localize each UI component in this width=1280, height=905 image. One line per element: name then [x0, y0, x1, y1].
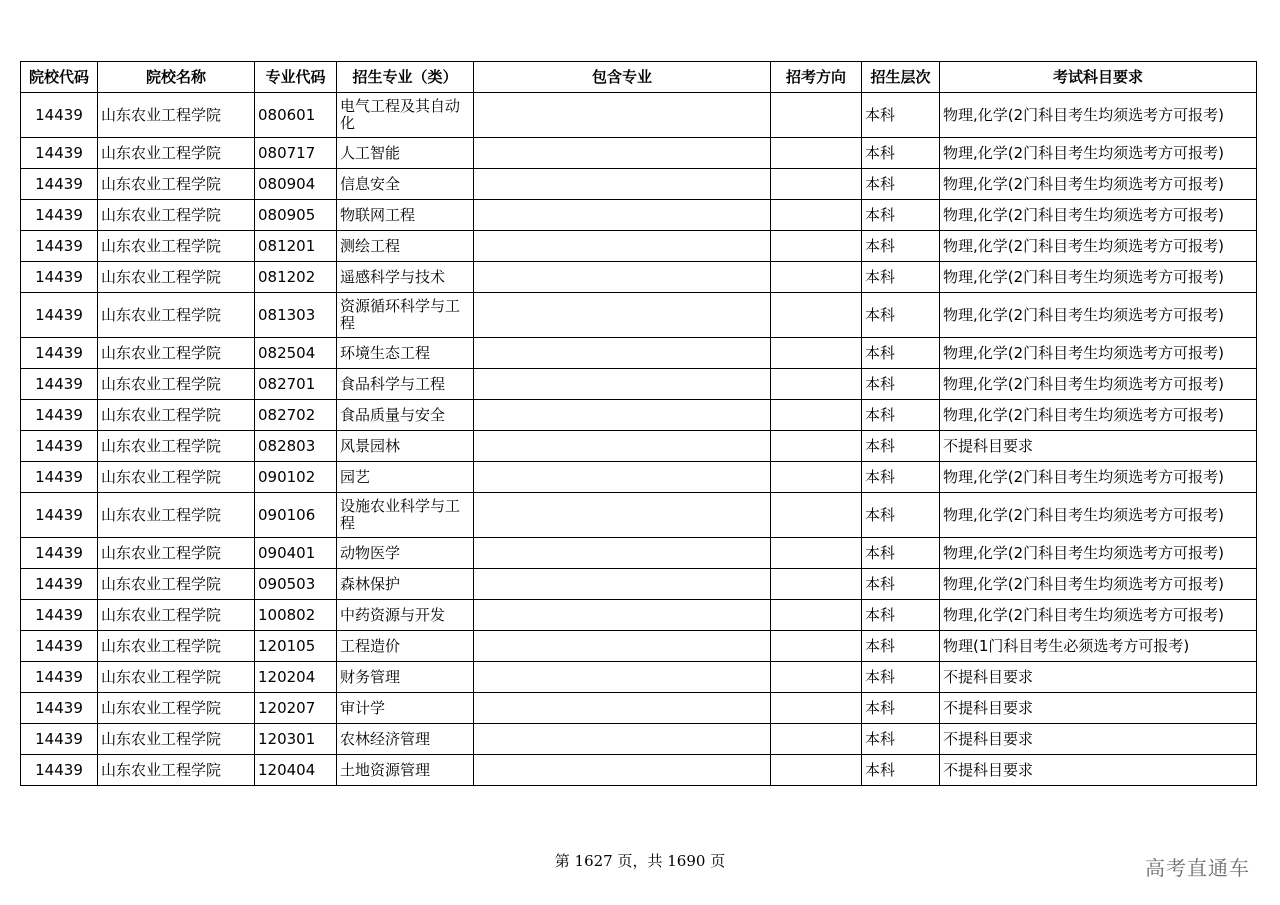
- cell-level: 本科: [862, 431, 940, 462]
- watermark-logo: 高考直通车: [1145, 856, 1250, 880]
- table-row: [21, 631, 1257, 662]
- cell-direction: [771, 138, 862, 169]
- cell-major: 人工智能: [337, 138, 474, 169]
- table-row: [21, 369, 1257, 400]
- cell-major: 物联网工程: [337, 200, 474, 231]
- cell-major-code: 080905: [255, 200, 337, 231]
- cell-direction: [771, 431, 862, 462]
- cell-subject-requirement: 物理,化学(2门科目考生均须选考方可报考): [940, 400, 1257, 431]
- cell-included-majors: [474, 338, 771, 369]
- cell-school-name: 山东农业工程学院: [98, 631, 255, 662]
- cell-major: 中药资源与开发: [337, 600, 474, 631]
- cell-school-name: 山东农业工程学院: [98, 431, 255, 462]
- table-row: [21, 231, 1257, 262]
- cell-direction: [771, 631, 862, 662]
- table-row: [21, 493, 1257, 538]
- cell-school-name: 山东农业工程学院: [98, 538, 255, 569]
- cell-major-code: 081201: [255, 231, 337, 262]
- cell-direction: [771, 293, 862, 338]
- cell-major-code: 082702: [255, 400, 337, 431]
- cell-direction: [771, 369, 862, 400]
- cell-included-majors: [474, 462, 771, 493]
- cell-level: 本科: [862, 400, 940, 431]
- cell-direction: [771, 231, 862, 262]
- cell-major-code: 120204: [255, 662, 337, 693]
- cell-level: 本科: [862, 462, 940, 493]
- cell-major: 土地资源管理: [337, 755, 474, 786]
- cell-included-majors: [474, 431, 771, 462]
- cell-subject-requirement: 物理,化学(2门科目考生均须选考方可报考): [940, 93, 1257, 138]
- cell-direction: [771, 724, 862, 755]
- cell-major: 资源循环科学与工程: [337, 293, 474, 338]
- cell-major: 森林保护: [337, 569, 474, 600]
- cell-subject-requirement: 不提科目要求: [940, 724, 1257, 755]
- cell-included-majors: [474, 169, 771, 200]
- cell-school-code: 14439: [21, 600, 98, 631]
- cell-subject-requirement: 物理,化学(2门科目考生均须选考方可报考): [940, 493, 1257, 538]
- cell-school-name: 山东农业工程学院: [98, 262, 255, 293]
- cell-subject-requirement: 物理,化学(2门科目考生均须选考方可报考): [940, 169, 1257, 200]
- cell-school-code: 14439: [21, 338, 98, 369]
- cell-level: 本科: [862, 231, 940, 262]
- cell-included-majors: [474, 755, 771, 786]
- cell-school-name: 山东农业工程学院: [98, 755, 255, 786]
- cell-included-majors: [474, 93, 771, 138]
- cell-major: 环境生态工程: [337, 338, 474, 369]
- cell-major: 遥感科学与技术: [337, 262, 474, 293]
- cell-school-code: 14439: [21, 138, 98, 169]
- cell-school-name: 山东农业工程学院: [98, 338, 255, 369]
- cell-subject-requirement: 不提科目要求: [940, 662, 1257, 693]
- table-row: [21, 755, 1257, 786]
- cell-major-code: 120207: [255, 693, 337, 724]
- cell-subject-requirement: 不提科目要求: [940, 431, 1257, 462]
- cell-level: 本科: [862, 262, 940, 293]
- cell-school-name: 山东农业工程学院: [98, 493, 255, 538]
- cell-direction: [771, 93, 862, 138]
- cell-school-code: 14439: [21, 693, 98, 724]
- header-school-name: 院校名称: [98, 62, 255, 93]
- table-row: [21, 200, 1257, 231]
- cell-direction: [771, 262, 862, 293]
- cell-subject-requirement: 物理,化学(2门科目考生均须选考方可报考): [940, 231, 1257, 262]
- cell-school-name: 山东农业工程学院: [98, 200, 255, 231]
- cell-included-majors: [474, 293, 771, 338]
- header-direction: 招考方向: [771, 62, 862, 93]
- table-row: [21, 600, 1257, 631]
- cell-level: 本科: [862, 631, 940, 662]
- table-row: [21, 262, 1257, 293]
- table-row: [21, 338, 1257, 369]
- cell-included-majors: [474, 538, 771, 569]
- cell-subject-requirement: 不提科目要求: [940, 755, 1257, 786]
- cell-included-majors: [474, 600, 771, 631]
- cell-major-code: 080904: [255, 169, 337, 200]
- cell-included-majors: [474, 569, 771, 600]
- cell-major-code: 100802: [255, 600, 337, 631]
- cell-subject-requirement: 物理,化学(2门科目考生均须选考方可报考): [940, 369, 1257, 400]
- cell-level: 本科: [862, 693, 940, 724]
- table-row: [21, 538, 1257, 569]
- cell-level: 本科: [862, 569, 940, 600]
- table-row: [21, 693, 1257, 724]
- cell-direction: [771, 338, 862, 369]
- cell-school-name: 山东农业工程学院: [98, 569, 255, 600]
- cell-included-majors: [474, 400, 771, 431]
- cell-school-code: 14439: [21, 169, 98, 200]
- cell-level: 本科: [862, 338, 940, 369]
- cell-subject-requirement: 不提科目要求: [940, 693, 1257, 724]
- cell-major: 信息安全: [337, 169, 474, 200]
- cell-major: 风景园林: [337, 431, 474, 462]
- cell-major-code: 081303: [255, 293, 337, 338]
- cell-direction: [771, 569, 862, 600]
- cell-major: 食品科学与工程: [337, 369, 474, 400]
- cell-school-code: 14439: [21, 724, 98, 755]
- cell-school-code: 14439: [21, 493, 98, 538]
- cell-level: 本科: [862, 93, 940, 138]
- cell-major: 农林经济管理: [337, 724, 474, 755]
- cell-direction: [771, 462, 862, 493]
- cell-major-code: 082504: [255, 338, 337, 369]
- cell-school-name: 山东农业工程学院: [98, 369, 255, 400]
- cell-major-code: 120404: [255, 755, 337, 786]
- header-included-majors: 包含专业: [474, 62, 771, 93]
- admissions-table: [20, 61, 1257, 786]
- cell-subject-requirement: 物理,化学(2门科目考生均须选考方可报考): [940, 600, 1257, 631]
- cell-subject-requirement: 物理(1门科目考生必须选考方可报考): [940, 631, 1257, 662]
- cell-subject-requirement: 物理,化学(2门科目考生均须选考方可报考): [940, 293, 1257, 338]
- cell-major-code: 120301: [255, 724, 337, 755]
- cell-school-name: 山东农业工程学院: [98, 462, 255, 493]
- header-major: 招生专业（类）: [337, 62, 474, 93]
- cell-level: 本科: [862, 200, 940, 231]
- cell-school-name: 山东农业工程学院: [98, 400, 255, 431]
- cell-school-code: 14439: [21, 462, 98, 493]
- cell-subject-requirement: 物理,化学(2门科目考生均须选考方可报考): [940, 569, 1257, 600]
- cell-school-code: 14439: [21, 293, 98, 338]
- cell-major: 食品质量与安全: [337, 400, 474, 431]
- cell-major-code: 082701: [255, 369, 337, 400]
- cell-major: 园艺: [337, 462, 474, 493]
- header-major-code: 专业代码: [255, 62, 337, 93]
- cell-school-code: 14439: [21, 431, 98, 462]
- cell-school-name: 山东农业工程学院: [98, 662, 255, 693]
- cell-school-code: 14439: [21, 200, 98, 231]
- cell-school-name: 山东农业工程学院: [98, 600, 255, 631]
- page-number: 第 1627 页，共 1690 页: [554, 852, 726, 870]
- table-row: [21, 462, 1257, 493]
- cell-school-code: 14439: [21, 538, 98, 569]
- table-row: [21, 662, 1257, 693]
- cell-major: 设施农业科学与工程: [337, 493, 474, 538]
- cell-included-majors: [474, 662, 771, 693]
- cell-subject-requirement: 物理,化学(2门科目考生均须选考方可报考): [940, 138, 1257, 169]
- header-level: 招生层次: [862, 62, 940, 93]
- table-header-row: [21, 62, 1257, 93]
- table-row: [21, 169, 1257, 200]
- cell-school-name: 山东农业工程学院: [98, 724, 255, 755]
- table-row: [21, 93, 1257, 138]
- cell-school-name: 山东农业工程学院: [98, 169, 255, 200]
- cell-level: 本科: [862, 662, 940, 693]
- cell-level: 本科: [862, 369, 940, 400]
- cell-major-code: 120105: [255, 631, 337, 662]
- cell-major-code: 090106: [255, 493, 337, 538]
- cell-major: 电气工程及其自动化: [337, 93, 474, 138]
- cell-included-majors: [474, 631, 771, 662]
- cell-included-majors: [474, 693, 771, 724]
- cell-school-code: 14439: [21, 262, 98, 293]
- cell-included-majors: [474, 200, 771, 231]
- cell-included-majors: [474, 724, 771, 755]
- cell-level: 本科: [862, 724, 940, 755]
- cell-level: 本科: [862, 600, 940, 631]
- cell-school-code: 14439: [21, 369, 98, 400]
- cell-level: 本科: [862, 293, 940, 338]
- cell-major-code: 081202: [255, 262, 337, 293]
- cell-level: 本科: [862, 169, 940, 200]
- table-row: [21, 431, 1257, 462]
- header-school-code: 院校代码: [21, 62, 98, 93]
- cell-level: 本科: [862, 755, 940, 786]
- cell-subject-requirement: 物理,化学(2门科目考生均须选考方可报考): [940, 462, 1257, 493]
- cell-level: 本科: [862, 538, 940, 569]
- header-subject-requirement: 考试科目要求: [940, 62, 1257, 93]
- cell-direction: [771, 755, 862, 786]
- cell-major-code: 090102: [255, 462, 337, 493]
- cell-major: 工程造价: [337, 631, 474, 662]
- cell-major-code: 080601: [255, 93, 337, 138]
- cell-school-code: 14439: [21, 569, 98, 600]
- cell-school-code: 14439: [21, 662, 98, 693]
- cell-major: 审计学: [337, 693, 474, 724]
- cell-subject-requirement: 物理,化学(2门科目考生均须选考方可报考): [940, 200, 1257, 231]
- cell-school-name: 山东农业工程学院: [98, 93, 255, 138]
- cell-direction: [771, 169, 862, 200]
- cell-major: 测绘工程: [337, 231, 474, 262]
- cell-included-majors: [474, 369, 771, 400]
- cell-direction: [771, 493, 862, 538]
- cell-school-name: 山东农业工程学院: [98, 138, 255, 169]
- cell-direction: [771, 693, 862, 724]
- cell-major: 动物医学: [337, 538, 474, 569]
- cell-level: 本科: [862, 493, 940, 538]
- cell-direction: [771, 400, 862, 431]
- cell-included-majors: [474, 138, 771, 169]
- cell-subject-requirement: 物理,化学(2门科目考生均须选考方可报考): [940, 262, 1257, 293]
- cell-included-majors: [474, 231, 771, 262]
- cell-school-code: 14439: [21, 400, 98, 431]
- cell-direction: [771, 200, 862, 231]
- cell-included-majors: [474, 493, 771, 538]
- table-row: [21, 569, 1257, 600]
- cell-included-majors: [474, 262, 771, 293]
- cell-school-name: 山东农业工程学院: [98, 693, 255, 724]
- table-row: [21, 724, 1257, 755]
- table-row: [21, 138, 1257, 169]
- cell-major-code: 080717: [255, 138, 337, 169]
- cell-direction: [771, 600, 862, 631]
- cell-school-code: 14439: [21, 755, 98, 786]
- cell-school-code: 14439: [21, 93, 98, 138]
- cell-major-code: 090503: [255, 569, 337, 600]
- cell-school-code: 14439: [21, 231, 98, 262]
- cell-subject-requirement: 物理,化学(2门科目考生均须选考方可报考): [940, 538, 1257, 569]
- cell-major-code: 090401: [255, 538, 337, 569]
- cell-school-name: 山东农业工程学院: [98, 293, 255, 338]
- cell-direction: [771, 662, 862, 693]
- cell-direction: [771, 538, 862, 569]
- table-row: [21, 400, 1257, 431]
- cell-level: 本科: [862, 138, 940, 169]
- cell-subject-requirement: 物理,化学(2门科目考生均须选考方可报考): [940, 338, 1257, 369]
- table-body: [21, 93, 1257, 786]
- cell-school-name: 山东农业工程学院: [98, 231, 255, 262]
- cell-major: 财务管理: [337, 662, 474, 693]
- cell-school-code: 14439: [21, 631, 98, 662]
- cell-major-code: 082803: [255, 431, 337, 462]
- table-row: [21, 293, 1257, 338]
